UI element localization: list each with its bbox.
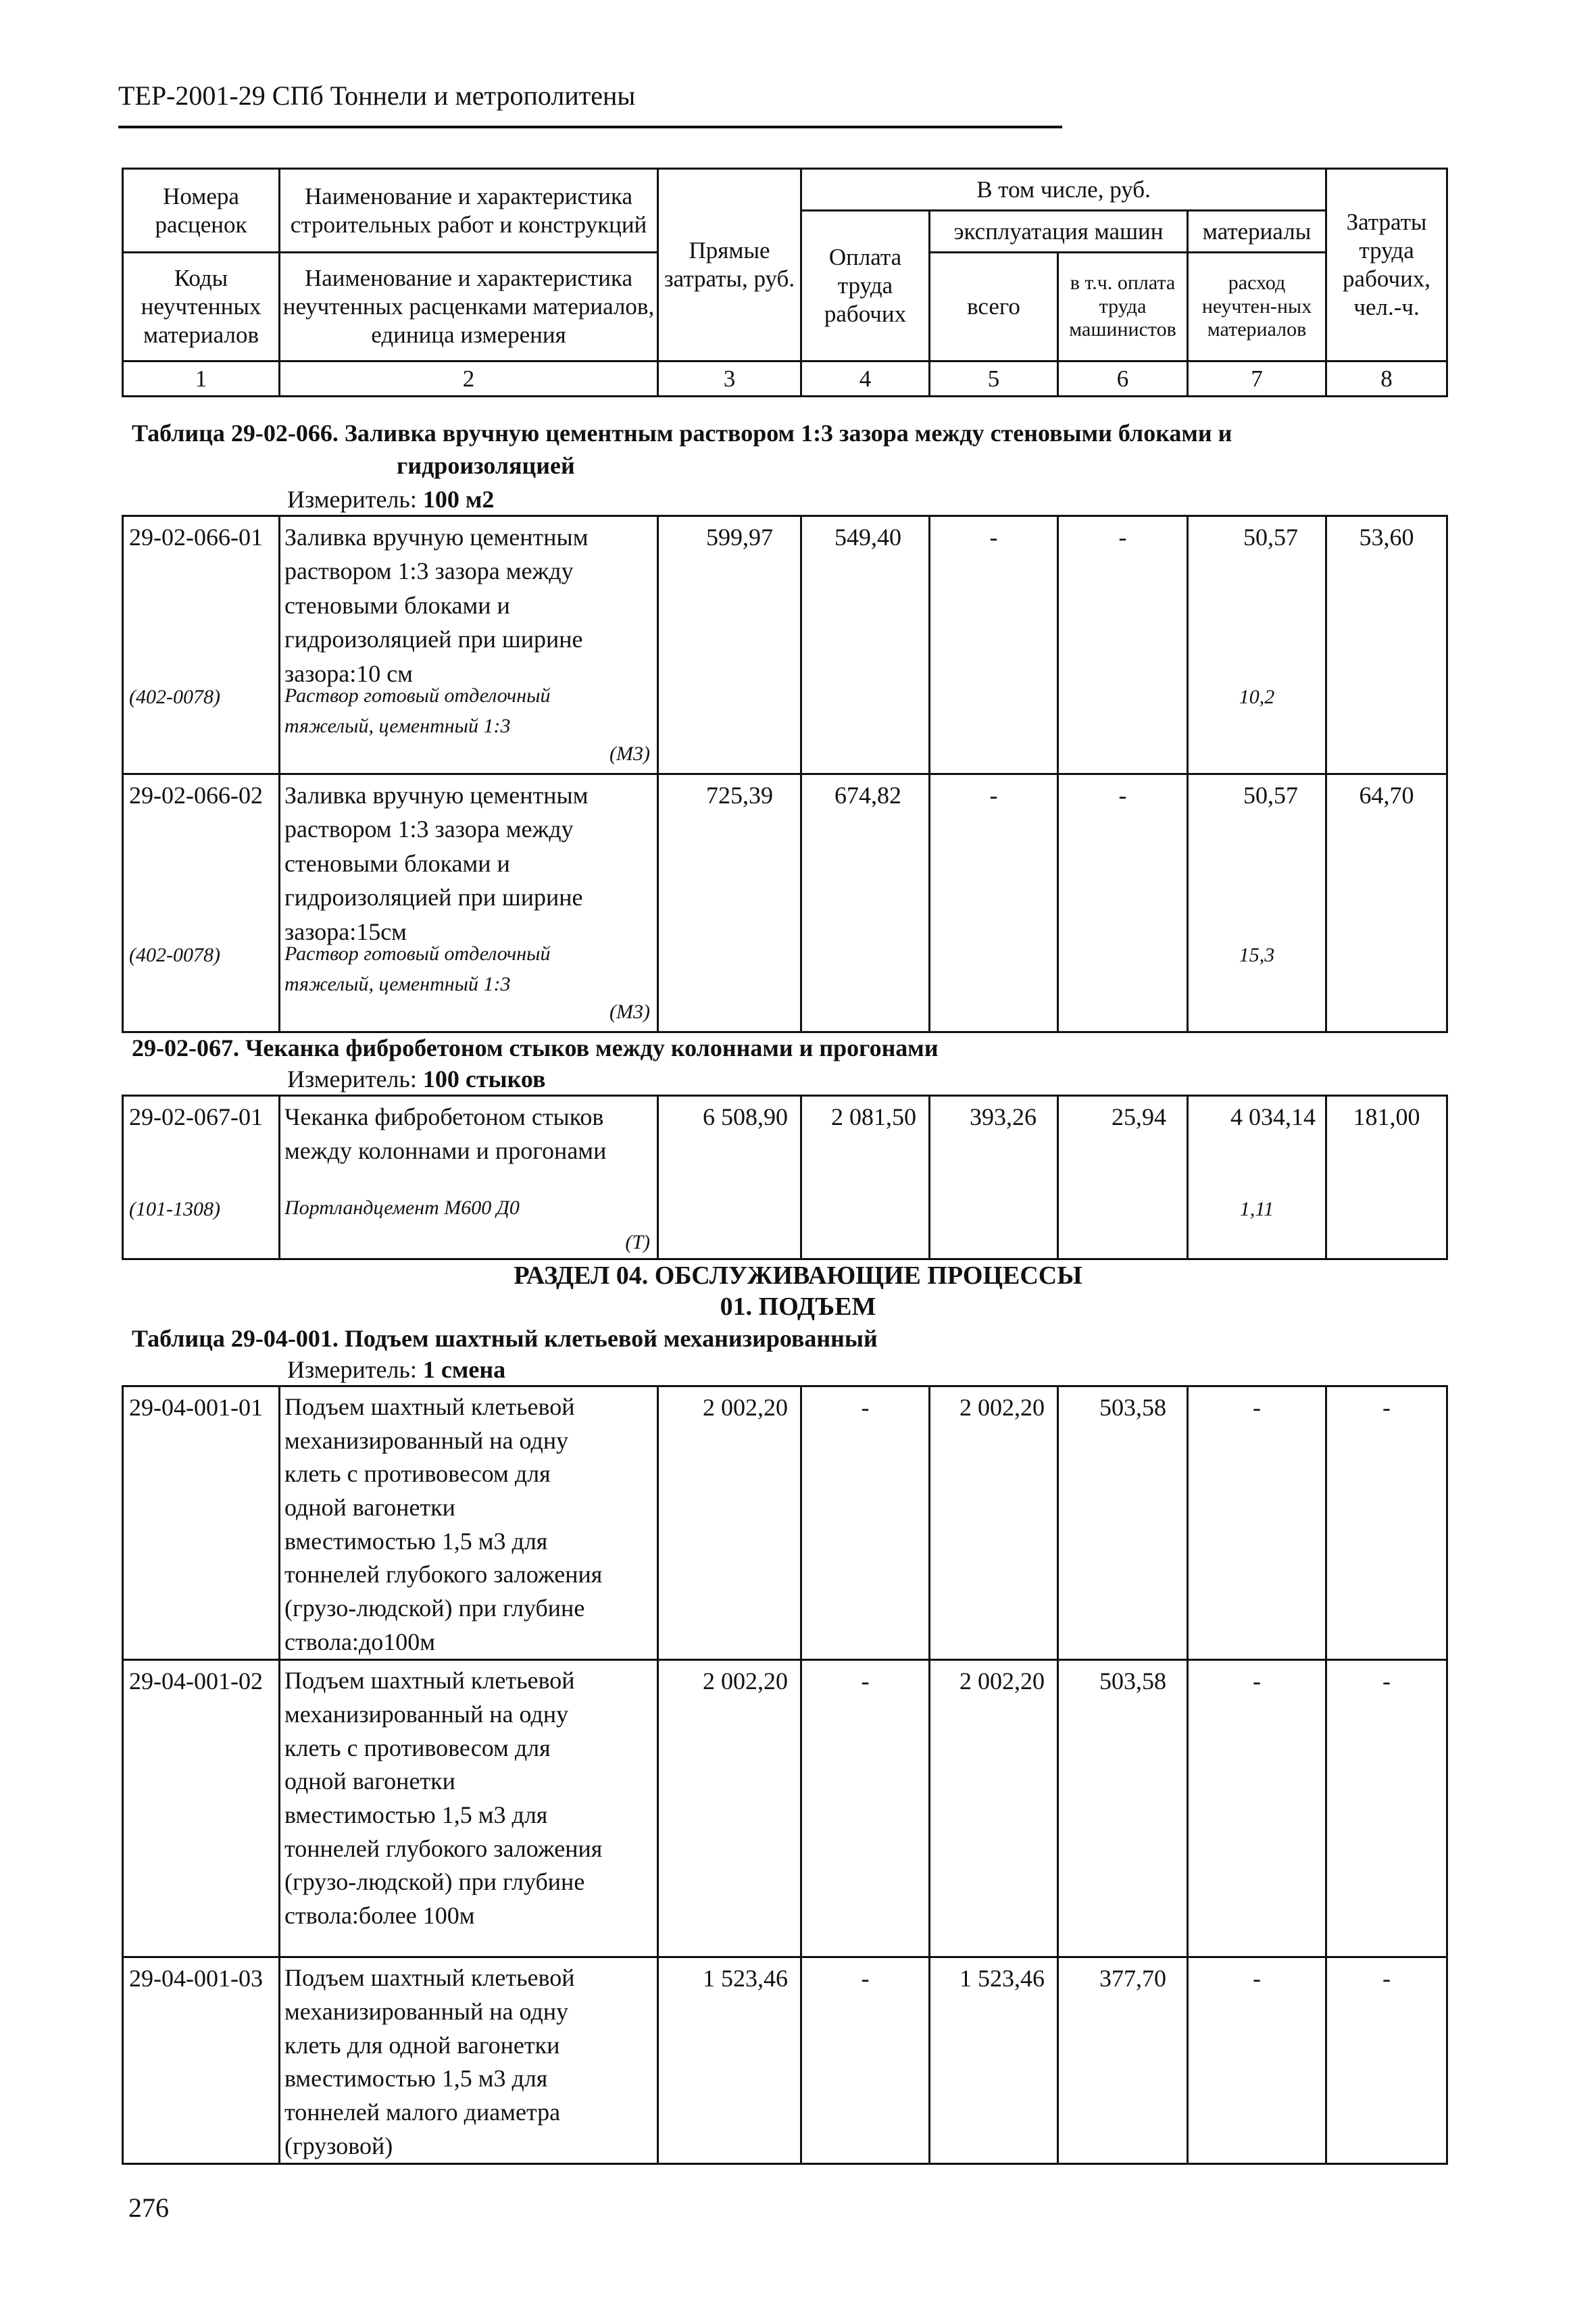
header-work-name: Наименование и характеристика строительных работ и конструкций xyxy=(280,169,658,253)
materials-cost: 50,57 10,2 xyxy=(1188,516,1326,774)
operator-pay: - xyxy=(1058,516,1188,774)
col-num-4: 4 xyxy=(801,361,930,397)
header-including-group: В том числе, руб. xyxy=(801,169,1326,211)
header-rule xyxy=(118,126,1062,128)
direct-costs: 599,97 xyxy=(658,516,801,774)
worker-pay: 2 081,50 xyxy=(801,1096,930,1259)
operator-pay: 503,58 xyxy=(1058,1660,1188,1957)
material-quantity: 15,3 xyxy=(1239,944,1275,966)
worker-pay: - xyxy=(801,1957,930,2164)
rate-code: 29-04-001-01 xyxy=(123,1386,280,1660)
section-title: РАЗДЕЛ 04. ОБСЛУЖИВАЮЩИЕ ПРОЦЕССЫ xyxy=(514,1261,1082,1290)
direct-costs: 725,39 xyxy=(658,774,801,1032)
header-machines: эксплуатация машин xyxy=(930,211,1188,253)
header-direct-costs: Прямые затраты, руб. xyxy=(658,169,801,361)
table-row xyxy=(123,516,1447,774)
machines-total: 2 002,20 xyxy=(930,1386,1058,1660)
worker-pay: 549,40 xyxy=(801,516,930,774)
col-num-2: 2 xyxy=(280,361,658,397)
material-unit: (М3) xyxy=(609,743,650,765)
machines-total: 1 523,46 xyxy=(930,1957,1058,2164)
page-number: 276 xyxy=(128,2192,169,2223)
subsection-title: 01. ПОДЪЕМ xyxy=(720,1293,876,1322)
col-num-1: 1 xyxy=(123,361,280,397)
table-04-001-title: Таблица 29-04-001. Подъем шахтный клетьевой механизированный xyxy=(132,1325,878,1352)
labor-hours: - xyxy=(1326,1957,1447,2164)
header-material-codes: Коды неучтенных материалов xyxy=(123,253,280,361)
direct-costs: 2 002,20 xyxy=(658,1660,801,1957)
operator-pay: 25,94 xyxy=(1058,1096,1188,1259)
material-name: Раствор готовый отделочный тяжелый, цементный 1:3 xyxy=(284,943,551,995)
material-quantity: 10,2 xyxy=(1239,686,1275,708)
table-066-title: Таблица 29-02-066. Заливка вручную цементным раствором 1:3 зазора между стеновыми блоками и гидроизоляцией xyxy=(132,420,1232,479)
direct-costs: 1 523,46 xyxy=(658,1957,801,2164)
table-row xyxy=(123,1096,1447,1259)
column-header-table xyxy=(122,168,1448,397)
machines-total: 2 002,20 xyxy=(930,1660,1058,1957)
col-num-6: 6 xyxy=(1058,361,1188,397)
col-num-7: 7 xyxy=(1188,361,1326,397)
material-unit: (Т) xyxy=(625,1231,650,1253)
worker-pay: - xyxy=(801,1386,930,1660)
material-unit: (М3) xyxy=(609,1001,650,1023)
table-067-measure: Измеритель: 100 стыков xyxy=(287,1066,546,1093)
worker-pay: 674,82 xyxy=(801,774,930,1032)
header-unaccounted-materials: расход неучтен-ных материалов xyxy=(1188,253,1326,361)
rate-code: 29-02-066-02 (402-0078) xyxy=(123,774,280,1032)
material-quantity: 1,11 xyxy=(1239,1198,1274,1220)
rate-code: 29-04-001-02 xyxy=(123,1660,280,1957)
work-description: Заливка вручную цементным раствором 1:3 зазора между стеновыми блоками и гидроизоляцией при ширине зазора:15см Раствор готовый отделочный тяжелый, цементный 1:3 (М3) xyxy=(280,774,658,1032)
materials-cost: - xyxy=(1188,1957,1326,2164)
col-num-5: 5 xyxy=(930,361,1058,397)
work-description: Заливка вручную цементным раствором 1:3 зазора между стеновыми блоками и гидроизоляцией при ширине зазора:10 см Раствор готовый отделочный тяжелый, цементный 1:3 (М3) xyxy=(280,516,658,774)
material-code: (402-0078) xyxy=(129,686,220,708)
machines-total: - xyxy=(930,516,1058,774)
col-num-3: 3 xyxy=(658,361,801,397)
operator-pay: 503,58 xyxy=(1058,1386,1188,1660)
rate-code: 29-04-001-03 xyxy=(123,1957,280,2164)
table-04-001 xyxy=(122,1385,1448,2165)
header-machines-total: всего xyxy=(930,253,1058,361)
table-066 xyxy=(122,515,1448,1033)
table-row xyxy=(123,1386,1447,1660)
machines-total: - xyxy=(930,774,1058,1032)
material-name: Раствор готовый отделочный тяжелый, цементный 1:3 xyxy=(284,684,551,737)
header-labor-hours: Затраты труда рабочих, чел.-ч. xyxy=(1326,169,1447,361)
header-operator-pay: в т.ч. оплата труда машинистов xyxy=(1058,253,1188,361)
work-description: Подъем шахтный клетьевой механизированный на одну клеть для одной вагонетки вместимостью 1,5 м3 для тоннелей малого диаметра (грузовой) xyxy=(280,1957,658,2164)
direct-costs: 6 508,90 xyxy=(658,1096,801,1259)
materials-cost: - xyxy=(1188,1660,1326,1957)
materials-cost: 50,57 15,3 xyxy=(1188,774,1326,1032)
operator-pay: 377,70 xyxy=(1058,1957,1188,2164)
col-num-8: 8 xyxy=(1326,361,1447,397)
rate-code: 29-02-066-01 (402-0078) xyxy=(123,516,280,774)
table-067-title: 29-02-067. Чеканка фибробетоном стыков между колоннами и прогонами xyxy=(132,1034,939,1061)
work-description: Подъем шахтный клетьевой механизированный на одну клеть с противовесом для одной вагонетки вместимостью 1,5 м3 для тоннелей глубокого заложения (грузо-людской) при глубине ствола:до100м xyxy=(280,1386,658,1660)
table-row xyxy=(123,1660,1447,1957)
table-row xyxy=(123,774,1447,1032)
material-code: (402-0078) xyxy=(129,944,220,966)
labor-hours: - xyxy=(1326,1386,1447,1660)
worker-pay: - xyxy=(801,1660,930,1957)
materials-cost: 4 034,14 1,11 xyxy=(1188,1096,1326,1259)
work-description: Подъем шахтный клетьевой механизированный на одну клеть с противовесом для одной вагонетки вместимостью 1,5 м3 для тоннелей глубокого заложения (грузо-людской) при глубине ствола:более 100м xyxy=(280,1660,658,1957)
machines-total: 393,26 xyxy=(930,1096,1058,1259)
section-heading xyxy=(0,1260,1596,1323)
materials-cost: - xyxy=(1188,1386,1326,1660)
material-name: Портландцемент М600 Д0 xyxy=(284,1197,520,1219)
running-head: ТЕР-2001-29 СПб Тоннели и метрополитены xyxy=(118,80,636,111)
header-material-name: Наименование и характеристика неучтенных расценками материалов, единица измерения xyxy=(280,253,658,361)
operator-pay: - xyxy=(1058,774,1188,1032)
table-066-measure: Измеритель: 100 м2 xyxy=(287,486,495,513)
labor-hours: - xyxy=(1326,1660,1447,1957)
rate-code: 29-02-067-01 (101-1308) xyxy=(123,1096,280,1259)
labor-hours: 53,60 xyxy=(1326,516,1447,774)
table-04-001-measure: Измеритель: 1 смена xyxy=(287,1356,506,1383)
labor-hours: 181,00 xyxy=(1326,1096,1447,1259)
direct-costs: 2 002,20 xyxy=(658,1386,801,1660)
header-materials: материалы xyxy=(1188,211,1326,253)
header-worker-pay: Оплата труда рабочих xyxy=(801,211,930,361)
labor-hours: 64,70 xyxy=(1326,774,1447,1032)
header-rate-numbers: Номера расценок xyxy=(123,169,280,253)
material-code: (101-1308) xyxy=(129,1198,220,1220)
table-row xyxy=(123,1957,1447,2164)
work-description: Чеканка фибробетоном стыков между колоннами и прогонами Портландцемент М600 Д0 (Т) xyxy=(280,1096,658,1259)
table-067 xyxy=(122,1095,1448,1260)
